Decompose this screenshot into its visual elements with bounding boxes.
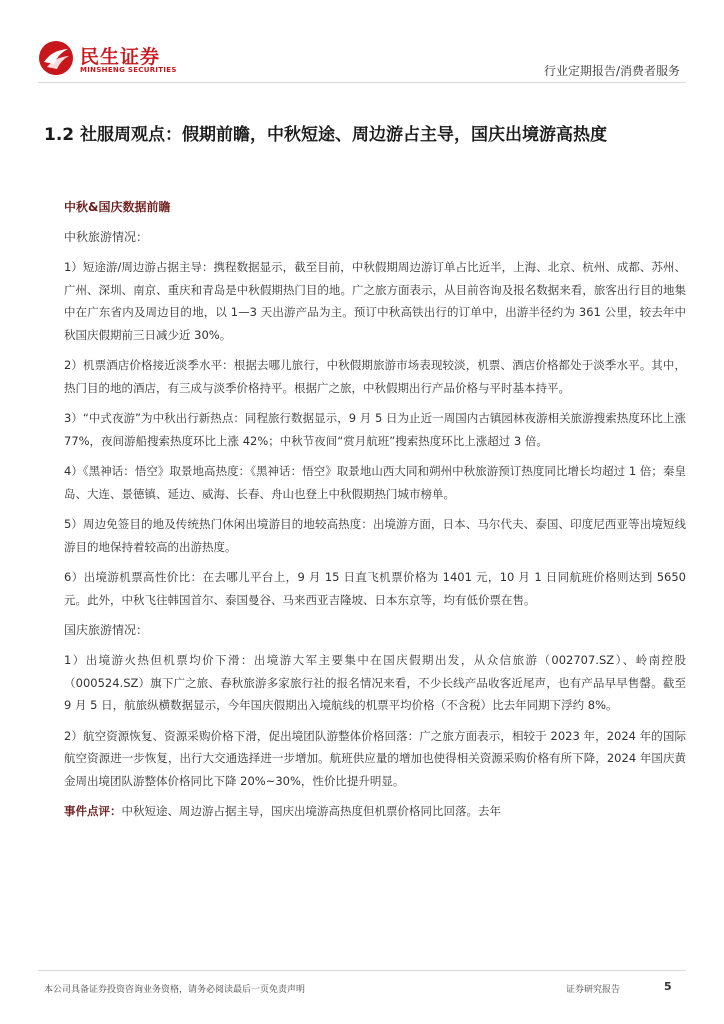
national-day-label: 国庆旅游情况： (64, 623, 149, 637)
mid-autumn-label: 中秋旅游情况： (64, 230, 149, 244)
data-preview-heading: 中秋&国庆数据前瞻 (64, 200, 171, 214)
logo-chinese-name: 民生证券 (80, 46, 161, 68)
mid-autumn-point: 3）“中式夜游”为中秋出行新热点：同程旅行数据显示，9 月 5 日为止近一周国内古镇园林夜游相关旅游搜索热度环比上涨 77%，夜间游船搜索热度环比上涨 42%；中秋节夜间“赏月航班”搜索热度环比上涨超过 3 倍。 (64, 411, 686, 448)
mid-autumn-point: 6）出境游机票高性价比：在去哪儿平台上，9 月 15 日直飞机票价格为 1401 元，10 月 1 日同航班价格则达到 5650 元。此外，中秋飞往韩国首尔、泰国曼谷、马来西亚吉隆坡、日本东京等，均有低价票在售。 (64, 570, 686, 607)
header-divider (38, 82, 686, 83)
mid-autumn-point: 1）短途游/周边游占据主导：携程数据显示，截至目前，中秋假期周边游订单占比近半，上海、北京、杭州、成都、苏州、广州、深圳、南京、重庆和青岛是中秋假期热门目的地。广之旅方面表示，从目前咨询及报名数据来看，旅客出行目的地集中在广东省内及周边目的地，以 1—3 天出游产品为主。预订中秋高铁出行的订单中，出游半径约为 361 公里，较去年中秋国庆假期前三日减少近 30%。 (64, 260, 686, 342)
mid-autumn-point: 5）周边免签目的地及传统热门休闲出境游目的地较高热度：出境游方面，日本、马尔代夫、泰国、印度尼西亚等出境短线游目的地保持着较高的出游热度。 (64, 517, 686, 554)
page-header (0, 0, 724, 82)
minsheng-logo-icon (38, 40, 74, 76)
footer-divider (38, 970, 686, 971)
national-day-point: 2）航空资源恢复、资源采购价格下滑，促出境团队游整体价格回落：广之旅方面表示，相较于 2023 年，2024 年的国际航空资源进一步恢复，出行大交通选择进一步增加。航班供应量的增加也使得相关资源采购价格有所下降，2024 年国庆黄金周出境团队游整体价格同比下降 20%~30%，性价比提升明显。 (64, 728, 686, 788)
event-comment (64, 800, 686, 823)
minsheng-logo (38, 40, 198, 80)
mid-autumn-point: 2）机票酒店价格接近淡季水平：根据去哪儿旅行，中秋假期旅游市场表现较淡，机票、酒店价格都处于淡季水平。其中，热门目的地的酒店，有三成与淡季价格持平。根据广之旅，中秋假期出行产品价格与平时基本持平。 (64, 358, 686, 395)
report-type: 行业定期报告/消费者服务 (543, 64, 680, 78)
mid-autumn-point: 4）《黑神话：悟空》取景地高热度：《黑神话：悟空》取景地山西大同和朔州中秋旅游预订热度同比增长均超过 1 倍；秦皇岛、大连、景德镇、延边、威海、长春、舟山也登上中秋假期热门城市榜单。 (64, 464, 686, 501)
national-day-point: 1）出境游火热但机票均价下滑：出境游大军主要集中在国庆假期出发，从众信旅游（002707.SZ）、岭南控股（000524.SZ）旗下广之旅、春秋旅游多家旅行社的报名情况来看，不少长线产品收客近尾声，也有产品早早售罄。截至 9 月 5 日，航旅纵横数据显示，今年国庆假期出入境航线的机票平均价格（不含税）比去年同期下浮约 8%。 (64, 653, 686, 712)
footer-disclaimer: 本公司具备证券投资咨询业务资格，请务必阅读最后一页免责声明 (44, 985, 306, 995)
event-comment-text: 中秋短途、周边游占据主导，国庆出境游高热度但机票价格同比回落。去年 (121, 804, 501, 818)
main-content (64, 196, 686, 831)
footer-label: 证券研究报告 (566, 985, 621, 995)
logo-english-name: MINSHENG SECURITIES (80, 66, 177, 74)
section-title: 1.2 社服周观点：假期前瞻，中秋短途、周边游占主导，国庆出境游高热度 (44, 125, 608, 145)
page-number: 5 (664, 980, 672, 993)
event-comment-lead: 事件点评： (64, 804, 122, 818)
